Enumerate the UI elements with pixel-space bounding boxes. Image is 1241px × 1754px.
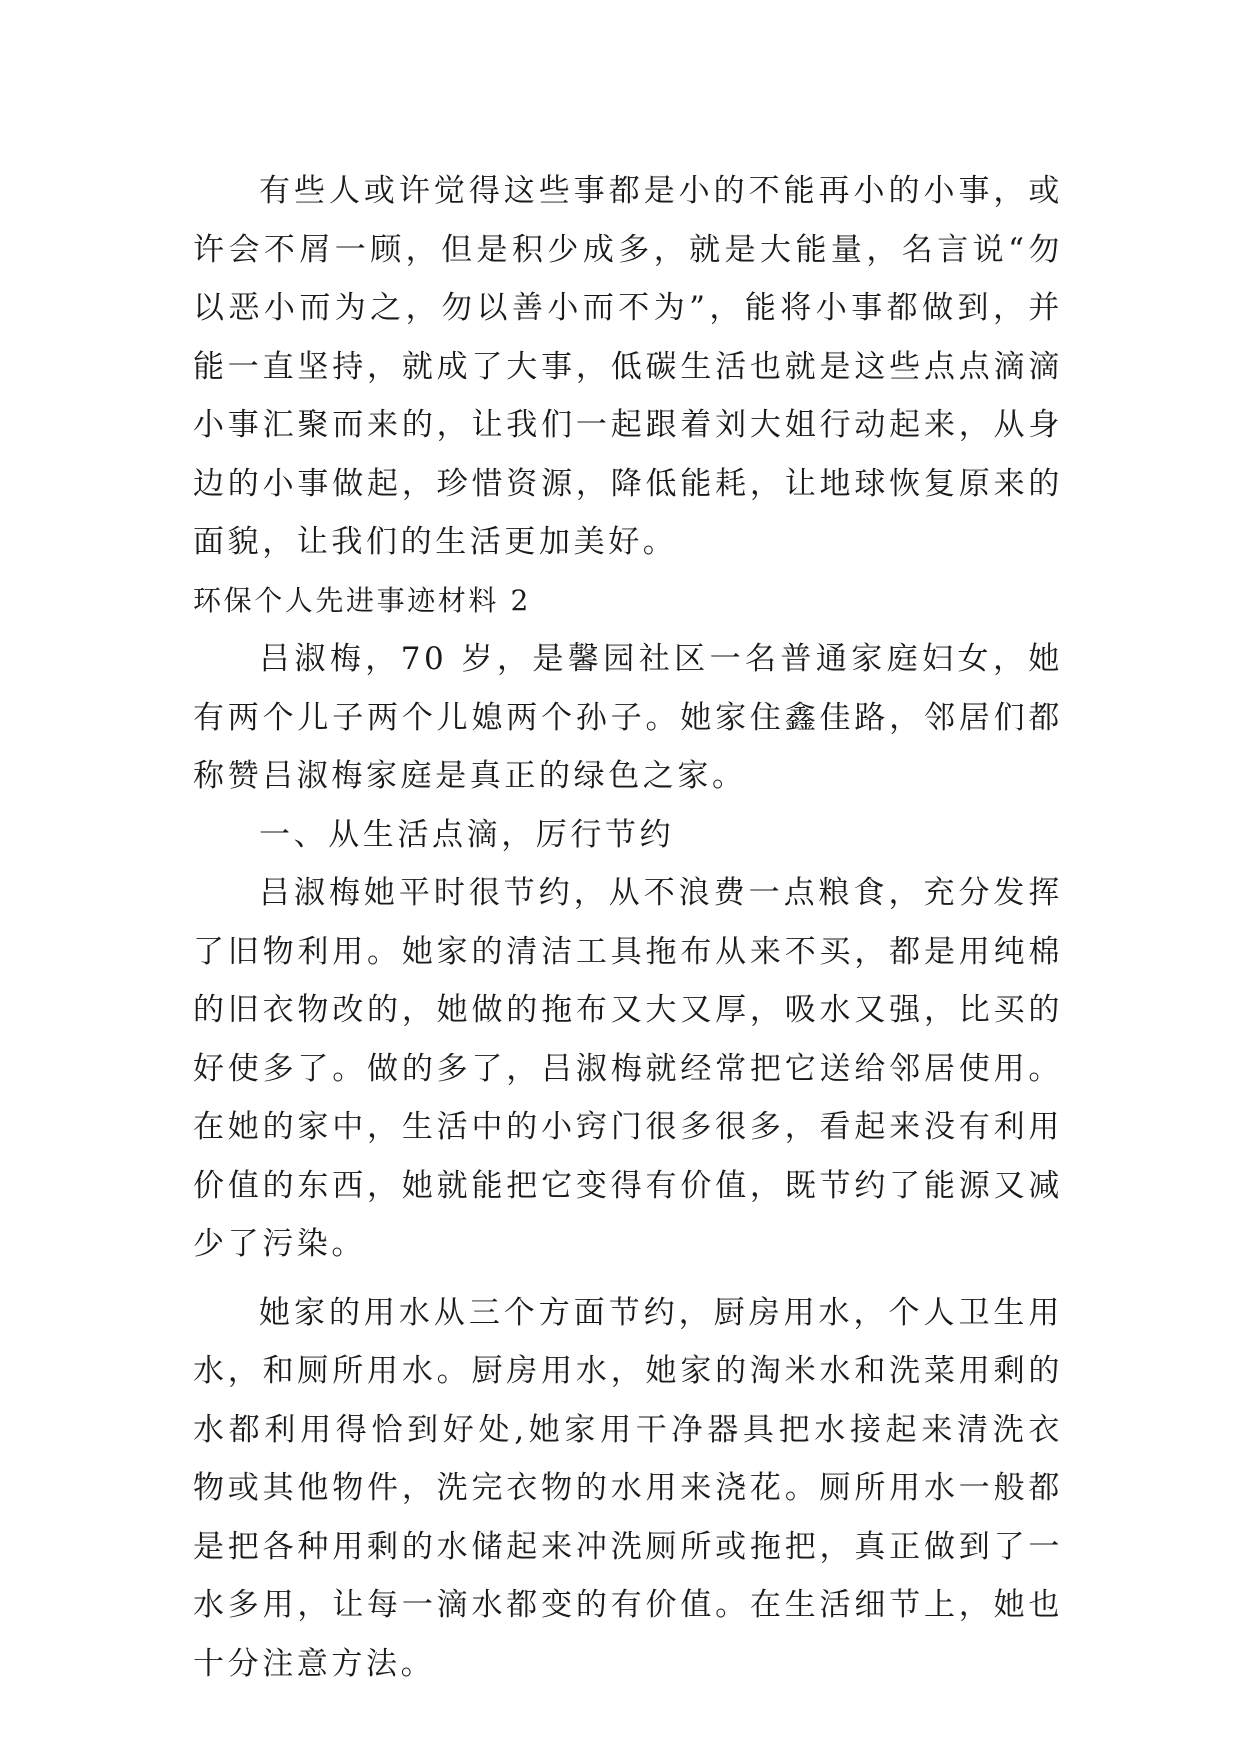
paragraph-spacer — [193, 1274, 1063, 1284]
document-body — [193, 162, 1063, 1693]
paragraph-introduction: 吕淑梅，70 岁，是馨园社区一名普通家庭妇女，她有两个儿子两个儿媳两个孙子。她家住鑫佳路，邻居们都称赞吕淑梅家庭是真正的绿色之家。 — [193, 641, 1063, 794]
subheading-thrift: 一、从生活点滴，厉行节约 — [259, 816, 675, 853]
paragraph-water-saving: 她家的用水从三个方面节约，厨房用水，个人卫生用水，和厕所用水。厨房用水，她家的淘米水和洗菜用剩的水都利用得恰到好处,她家用干净器具把水接起来清洗衣物或其他物件，洗完衣物的水用来浇花。厕所用水一般都是把各种用剩的水储起来冲洗厕所或拖把，真正做到了一水多用，让每一滴水都变的有价值。在生活细节上，她也十分注意方法。 — [193, 1294, 1063, 1682]
paragraph-reuse: 吕淑梅她平时很节约，从不浪费一点粮食，充分发挥了旧物利用。她家的清洁工具拖布从来不买，都是用纯棉的旧衣物改的，她做的拖布又大又厚，吸水又强，比买的好使多了。做的多了，吕淑梅就经常把它送给邻居使用。在她的家中，生活中的小窍门很多很多，看起来没有利用价值的东西，她就能把它变得有价值，既节约了能源又减少了污染。 — [193, 875, 1063, 1262]
section-title: 环保个人先进事迹材料 2 — [193, 583, 531, 617]
paragraph-low-carbon-conclusion: 有些人或许觉得这些事都是小的不能再小的小事，或许会不屑一顾，但是积少成多，就是大能量，名言说“勿以恶小而为之，勿以善小而不为”，能将小事都做到，并能一直坚持，就成了大事，低碳生活也就是这些点点滴滴小事汇聚而来的，让我们一起跟着刘大姐行动起来，从身边的小事做起，珍惜资源，降低能耗，让地球恢复原来的面貌，让我们的生活更加美好。 — [193, 173, 1063, 560]
